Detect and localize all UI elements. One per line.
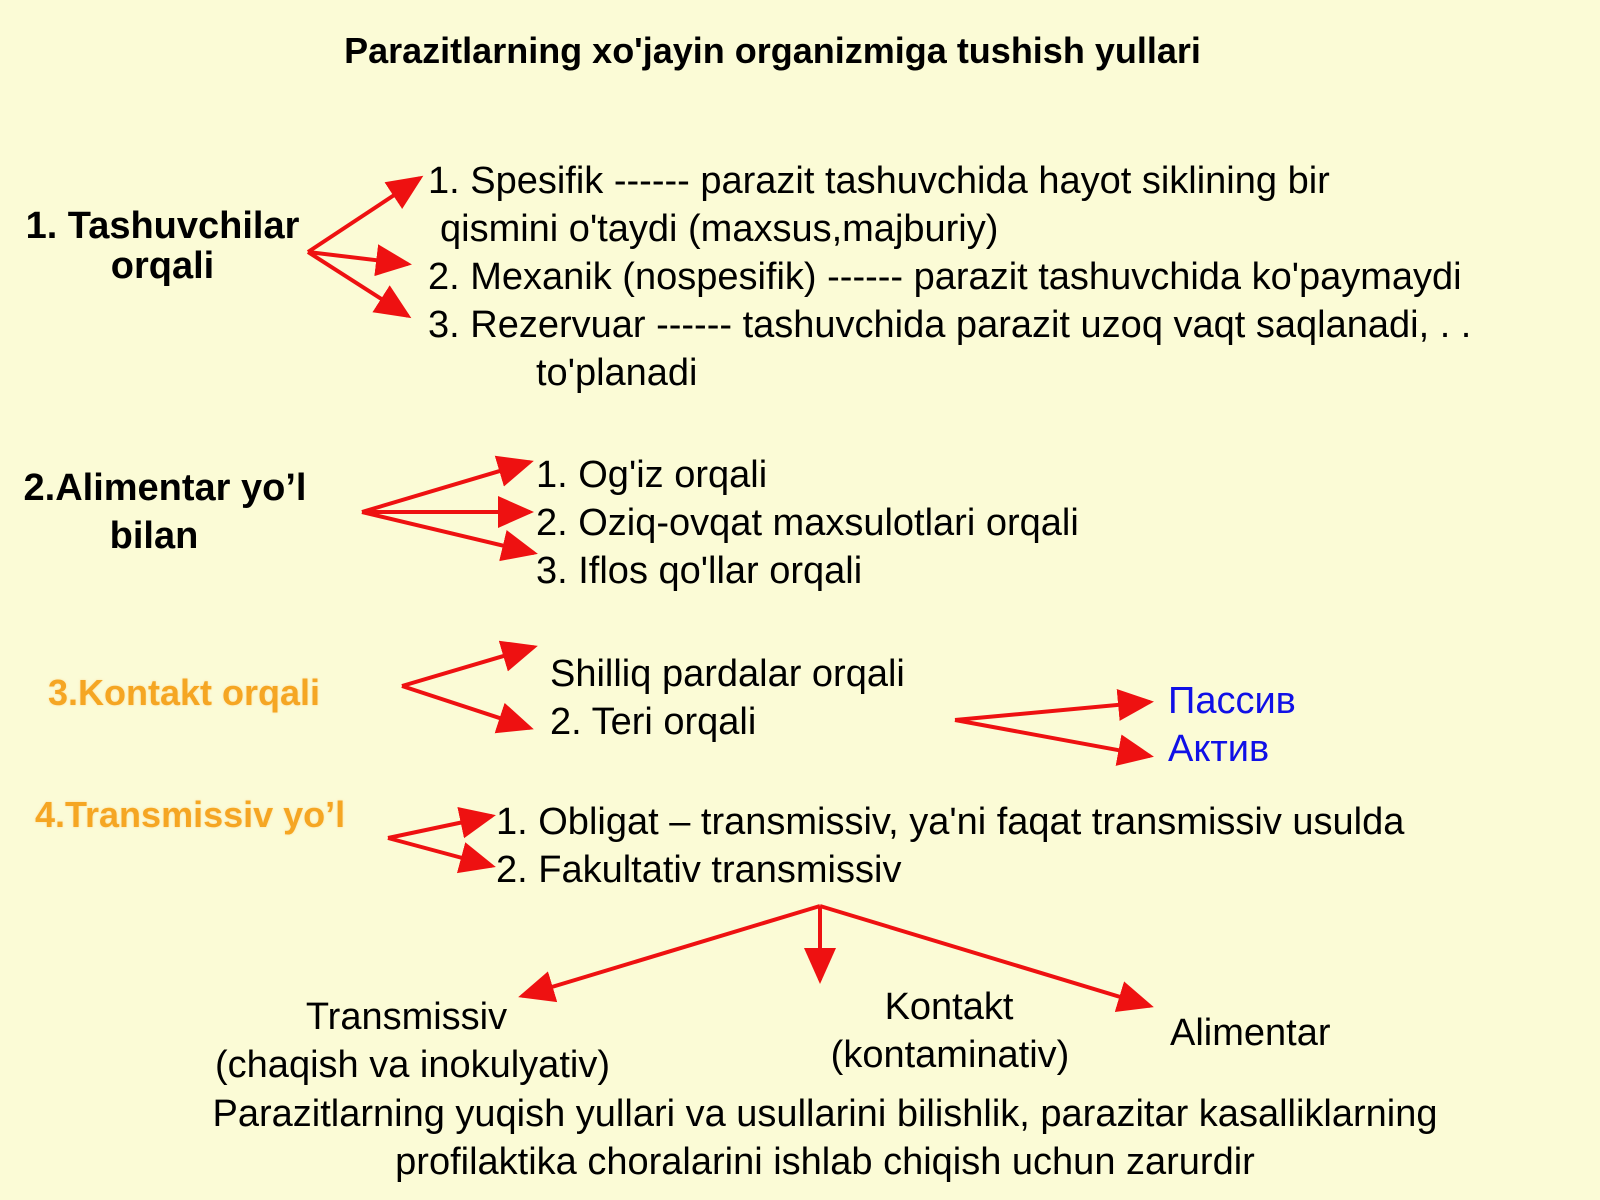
arrow-g2-1 (362, 462, 530, 512)
page-title: Parazitlarning xo'jayin organizmiga tushish yullari (344, 30, 1201, 71)
group4-item-2: 2. Fakultativ transmissiv (496, 849, 902, 891)
group2-item-2: 2. Oziq-ovqat maxsulotlari orqali (536, 502, 1079, 544)
group2-item-1: 1. Og'iz orqali (536, 454, 768, 496)
branch-kontakt (770, 983, 1140, 1079)
footer-line2: profilaktika choralarini ishlab chiqish uchun zarurdir (395, 1141, 1255, 1183)
branch-transmissiv-line2: (chaqish va inokulyativ) (215, 1044, 610, 1086)
branch-transmissiv (200, 993, 625, 1089)
branch-alimentar: Alimentar (1170, 1012, 1331, 1054)
footer-line1: Parazitlarning yuqish yullari va usullarini bilishlik, parazitar kasalliklarning (212, 1093, 1438, 1135)
group1-heading-line2: orqali (110, 245, 215, 287)
arrow-g3-1 (402, 647, 534, 686)
group1-item-3-cont: to'planadi (536, 352, 698, 394)
arrow-g4-1 (388, 816, 492, 838)
group1-item-2: 2. Mexanik (nospesifik) ------ parazit tashuvchida ko'paymaydi (428, 256, 1462, 298)
group3-sub-passive: Пассив (1168, 680, 1296, 722)
group2-heading-line1: 2.Alimentar yo’l (23, 467, 307, 509)
arrow-g2-3 (362, 512, 534, 553)
group3-heading: 3.Kontakt orqali (48, 672, 321, 713)
branch-kontakt-line2: (kontaminativ) (830, 1034, 1070, 1076)
footer-note (0, 1090, 1600, 1186)
group2-heading (0, 464, 330, 560)
arrow-g3-sub-1 (955, 702, 1150, 720)
group1-heading (0, 206, 325, 286)
arrow-g4-2 (388, 838, 492, 866)
group4-item-1: 1. Obligat – transmissiv, ya'ni faqat transmissiv usulda (496, 801, 1405, 843)
group1-item-3: 3. Rezervuar ------ tashuvchida parazit uzoq vaqt saqlanadi, . . (428, 304, 1472, 346)
group3-sub-active: Актив (1168, 728, 1270, 770)
group3-item-2: 2. Teri orqali (550, 701, 757, 743)
arrow-g3-2 (402, 686, 530, 728)
group1-item-1-cont: qismini o'taydi (maxsus,majburiy) (440, 208, 999, 250)
arrow-g3-sub-2 (955, 720, 1150, 756)
group1-item-1: 1. Spesifik ------ parazit tashuvchida hayot siklining bir (428, 160, 1330, 202)
group4-heading: 4.Transmissiv yo’l (35, 794, 346, 835)
branch-transmissiv-line1: Transmissiv (305, 996, 508, 1038)
branch-kontakt-line1: Kontakt (884, 986, 1014, 1028)
group2-item-3: 3. Iflos qo'llar orqali (536, 550, 863, 592)
group2-heading-line2: bilan (109, 515, 199, 557)
group1-heading-line1: 1. Tashuvchilar (25, 205, 300, 247)
group3-item-1: Shilliq pardalar orqali (550, 653, 905, 695)
